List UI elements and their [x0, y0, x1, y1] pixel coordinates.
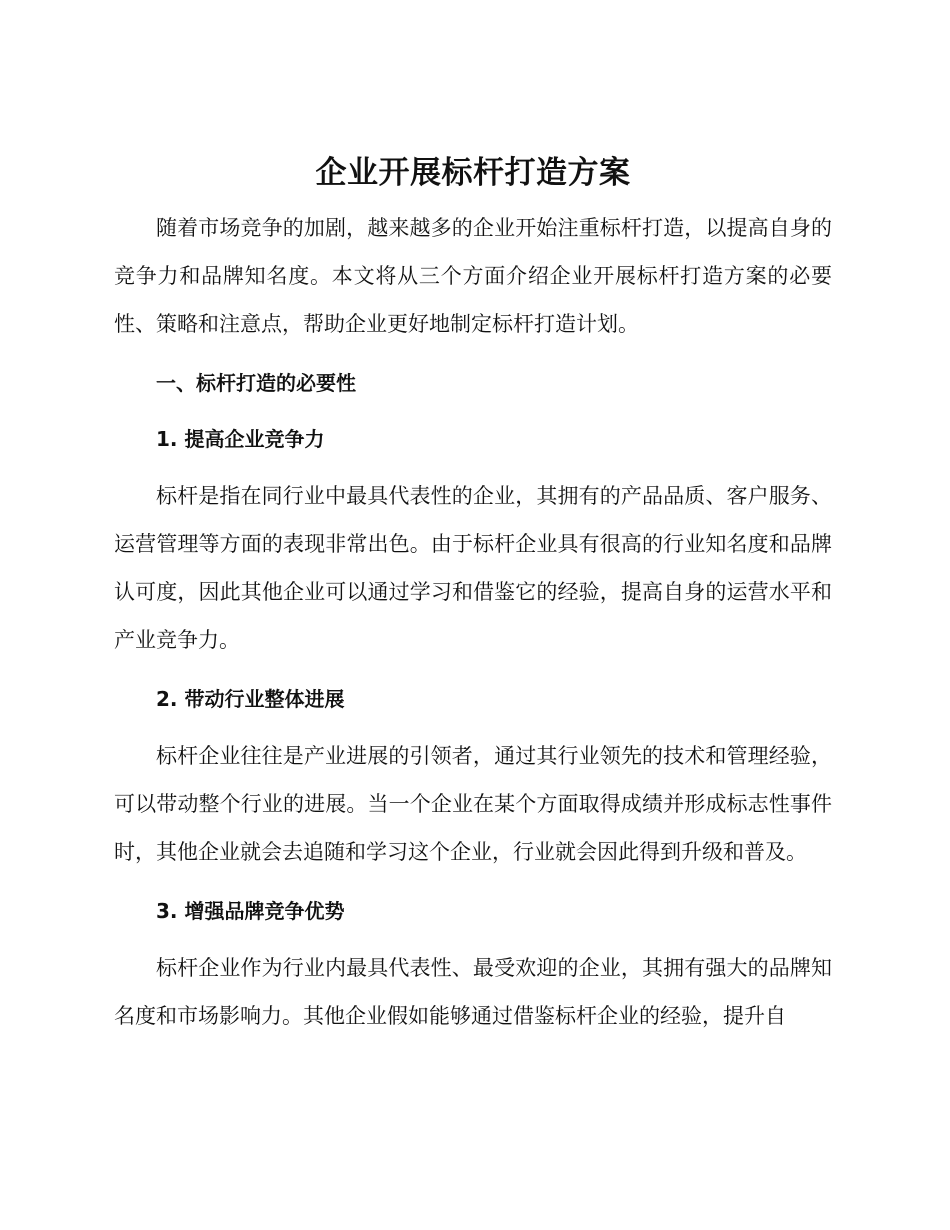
paragraph-2: 标杆企业往往是产业进展的引领者，通过其行业领先的技术和管理经验，可以带动整个行业的进展。当一个企业在某个方面取得成绩并形成标志性事件时，其他企业就会去追随和学习这个企业，行业就会因此得到升级和普及。 [114, 744, 832, 864]
paragraph-3: 标杆企业作为行业内最具代表性、最受欢迎的企业，其拥有强大的品牌知名度和市场影响力。其他企业假如能够通过借鉴标杆企业的经验，提升自 [114, 956, 832, 1028]
intro-paragraph: 随着市场竞争的加剧，越来越多的企业开始注重标杆打造，以提高自身的竞争力和品牌知名度。本文将从三个方面介绍企业开展标杆打造方案的必要性、策略和注意点，帮助企业更好地制定标杆打造计划。 [114, 216, 832, 336]
subheading-1: 1. 提高企业竞争力 [156, 427, 325, 451]
section-heading: 一、标杆打造的必要性 [156, 371, 356, 395]
paragraph-1: 标杆是指在同行业中最具代表性的企业，其拥有的产品品质、客户服务、运营管理等方面的表现非常出色。由于标杆企业具有很高的行业知名度和品牌认可度，因此其他企业可以通过学习和借鉴它的经验，提高自身的运营水平和产业竞争力。 [114, 484, 832, 652]
subheading-2: 2. 带动行业整体进展 [156, 687, 345, 711]
document-title: 企业开展标杆打造方案 [315, 155, 631, 191]
subheading-3: 3. 增强品牌竞争优势 [156, 899, 345, 923]
